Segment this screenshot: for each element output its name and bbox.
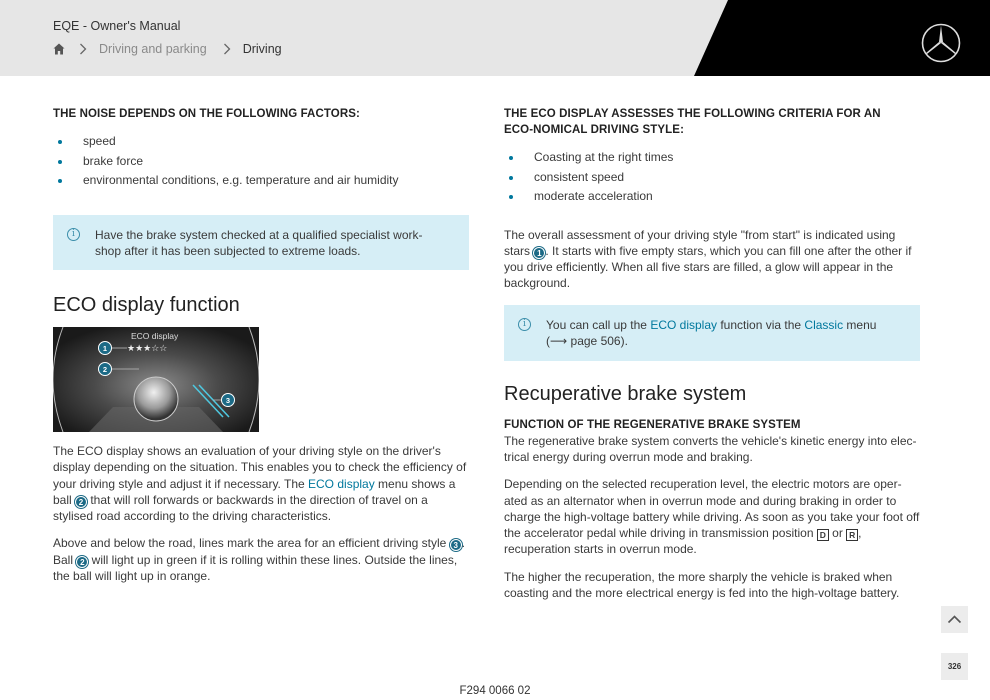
chevron-up-icon — [941, 606, 968, 633]
info-icon: i — [67, 228, 80, 241]
noise-factors-list — [53, 132, 469, 191]
illus-label: ECO display — [131, 331, 179, 341]
svg-text:1: 1 — [102, 344, 108, 353]
info-text-line: Have the brake system checked at a qualified specialist work- — [95, 227, 423, 242]
brake-info-note — [53, 215, 469, 270]
right-column — [504, 106, 920, 601]
manual-title: EQE - Owner's Manual — [53, 19, 181, 33]
eco-display-link[interactable]: ECO display — [650, 317, 718, 332]
list-item: consistent speed — [504, 168, 920, 188]
callout-2-inline: 2 — [76, 556, 88, 568]
star-rating: ★★★☆☆ — [127, 344, 168, 354]
home-icon[interactable] — [53, 43, 65, 55]
page-reference-link[interactable]: (⟶ page 506). — [546, 334, 628, 349]
eco-display-paragraph-2: Above and below the road, lines mark the area for an efficient driving style 3 . Ball 2 will light up in green if it is rolling within these lines. Outside the lines, the ball will light up in orange. — [53, 536, 466, 584]
eco-criteria-list — [504, 148, 920, 207]
svg-text:2: 2 — [102, 365, 108, 374]
chevron-right-icon — [79, 43, 87, 55]
eco-display-title: ECO display function — [53, 293, 240, 316]
page-number-badge[interactable]: 326 — [941, 653, 968, 680]
classic-menu-link[interactable]: Classic — [804, 317, 844, 332]
callout-3-inline: 3 — [450, 539, 462, 551]
eco-menu-info-note: i You can call up the ECO display function via the Classic menu (⟶ page 506). — [504, 305, 920, 361]
recuperative-brake-title: Recuperative brake system — [504, 382, 747, 405]
regen-paragraph-2: Depending on the selected recuperation level, the electric motors are oper-ated as an alternator when in overrun mode and during braking in order to charge the high-voltage battery while driving. As soon as you take your foot off the accelerator pedal while driving in transmission position D or R , recuperation starts in overrun mode. — [504, 477, 920, 557]
left-column-lower — [53, 443, 469, 584]
header-bar — [0, 0, 990, 76]
eco-display-link[interactable]: ECO display — [308, 476, 375, 491]
key-r-icon: R — [846, 529, 858, 541]
regen-paragraph-3: The higher the recuperation, the more sharply the vehicle is braked when coasting and the more electrical energy is fed into the high-voltage battery. — [504, 569, 900, 601]
callout-2 — [99, 363, 112, 376]
eco-display-graphic — [53, 327, 259, 432]
eco-criteria-heading: THE ECO DISPLAY ASSESSES THE FOLLOWING CRITERIA FOR AN ECO-NOMICAL DRIVING STYLE: — [504, 108, 881, 136]
callout-3 — [222, 394, 235, 407]
mercedes-star-logo[interactable] — [920, 22, 962, 64]
list-item: speed — [53, 132, 469, 152]
breadcrumb-driving-and-parking[interactable]: Driving and parking — [99, 42, 207, 56]
figure-code: F294 0066 02 — [459, 685, 531, 697]
key-d-icon: D — [817, 529, 829, 541]
info-text-line: shop after it has been subjected to extreme loads. — [95, 244, 361, 258]
noise-factors-heading: THE NOISE DEPENDS ON THE FOLLOWING FACTORS: — [53, 108, 360, 120]
breadcrumb-driving: Driving — [242, 42, 282, 56]
eco-display-illustration — [53, 327, 259, 432]
svg-text:3: 3 — [225, 396, 231, 405]
scroll-to-top-button[interactable] — [941, 606, 968, 633]
callout-2-inline: 2 — [75, 496, 87, 508]
regen-function-heading: FUNCTION OF THE REGENERATIVE BRAKE SYSTEM — [504, 418, 801, 431]
breadcrumb — [53, 42, 282, 56]
list-item: environmental conditions, e.g. temperature and air humidity — [53, 171, 469, 191]
list-item: Coasting at the right times — [504, 148, 920, 168]
callout-1-inline: 1 — [533, 247, 545, 259]
left-column — [53, 106, 469, 317]
chevron-right-icon — [223, 43, 231, 55]
info-icon: i — [518, 318, 531, 331]
star-assessment-paragraph: The overall assessment of your driving style "from start" is indicated using stars 1 . It starts with five empty stars, which you can fill one after the other if you drive efficiently. When all five stars are filled, a glow will appear in the background. — [504, 227, 912, 291]
eco-display-paragraph-1: The ECO display shows an evaluation of your driving style on the driver's display depending on the situation. This enables you to check the efficiency of your driving style and adjust it if necessary. The ECO display menu shows a ball 2 that will roll forwards or backwards in the direction of travel on a stylised road according to the driving characteristics. — [53, 444, 467, 524]
callout-1 — [99, 342, 112, 355]
list-item: moderate acceleration — [504, 187, 920, 207]
list-item: brake force — [53, 152, 469, 172]
regen-paragraph-1: The regenerative brake system converts the vehicle's kinetic energy into elec-trical energy during overrun mode and braking. — [504, 433, 917, 464]
